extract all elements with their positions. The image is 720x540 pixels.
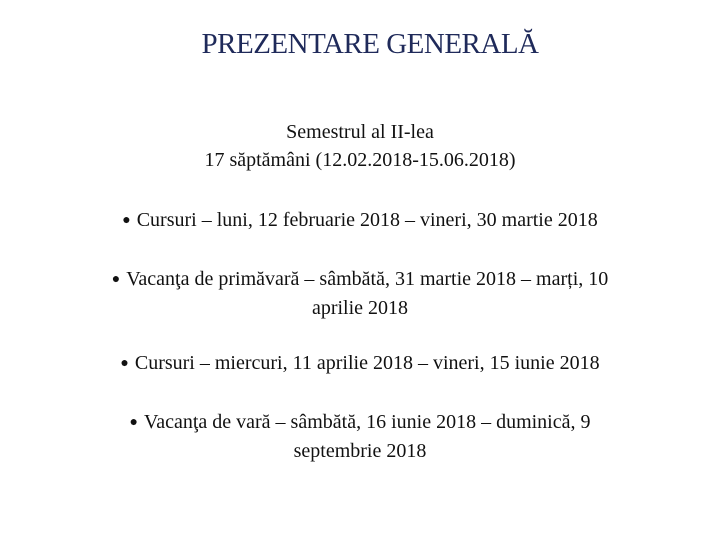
bullet-icon: ● [122, 213, 131, 228]
schedule-item-4-text: Vacanţa de vară – sâmbătă, 16 iunie 2018 – duminică, 9 [143, 411, 591, 433]
schedule-item-2-line [0, 265, 720, 294]
schedule-item-3-line [0, 349, 720, 378]
bullet-icon: ● [129, 415, 138, 430]
slide-title: PREZENTARE GENERALĂ [201, 28, 539, 60]
schedule-item-4-continuation: septembrie 2018 [293, 440, 427, 462]
semester-info [0, 118, 720, 174]
schedule-item-1 [0, 206, 720, 235]
schedule-item-1-line [0, 206, 720, 235]
schedule-item-3 [0, 349, 720, 378]
semester-duration: 17 săptămâni (12.02.2018-15.06.2018) [204, 149, 516, 171]
bullet-icon: ● [111, 272, 121, 287]
semester-label: Semestrul al II-lea [286, 121, 434, 143]
schedule-item-4-line [0, 408, 720, 437]
schedule-item-1-text: Cursuri – luni, 12 februarie 2018 – vineri, 30 martie 2018 [136, 209, 598, 231]
schedule-item-4 [0, 408, 720, 465]
schedule-item-3-text: Cursuri – miercuri, 11 aprilie 2018 – vineri, 15 iunie 2018 [134, 352, 600, 374]
schedule-item-2 [0, 265, 720, 322]
schedule-item-2-text: Vacanţa de primăvară – sâmbătă, 31 martie 2018 – marți, 10 [126, 268, 609, 290]
bullet-icon: ● [120, 356, 129, 371]
schedule-item-2-continuation: aprilie 2018 [311, 297, 409, 319]
